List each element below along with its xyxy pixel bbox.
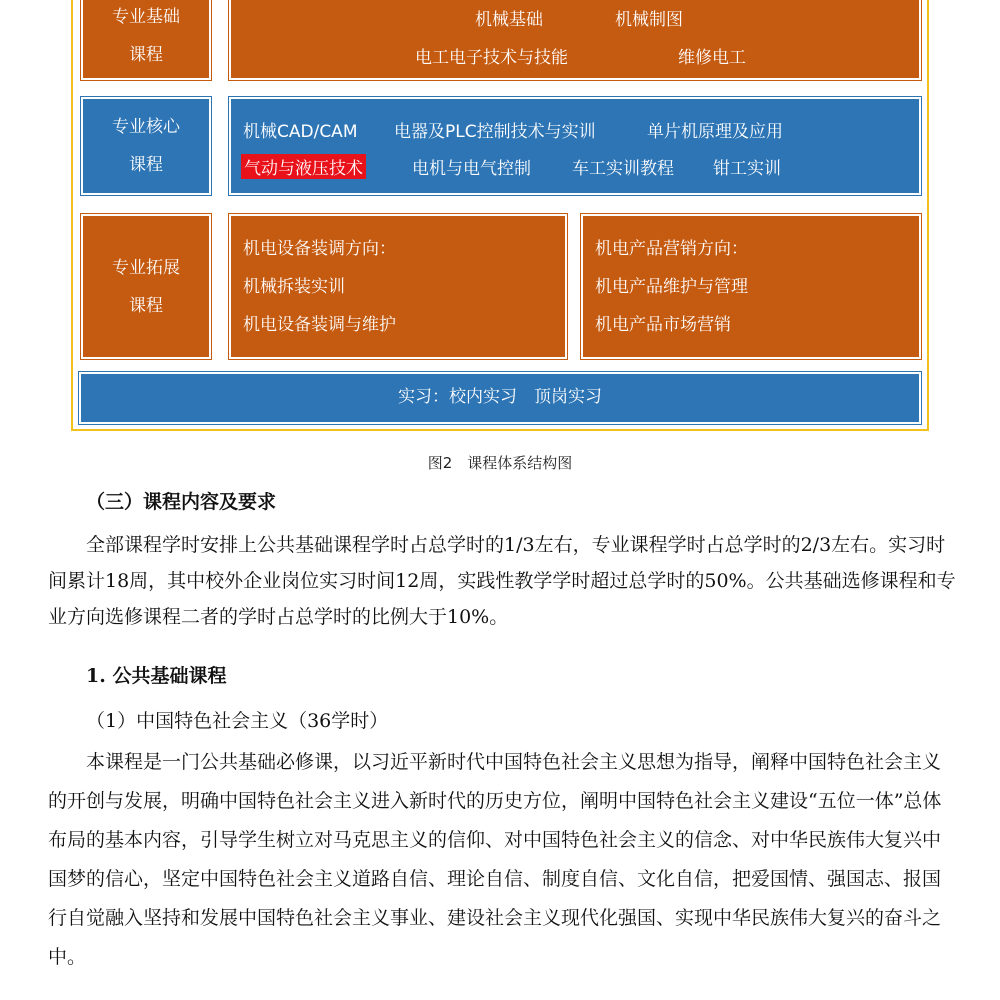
foundation-label-line1: 专业基础 — [112, 7, 180, 27]
foundation-label-box — [81, 0, 211, 80]
internship-label: 实习：校内实习 顶岗实习 — [398, 387, 602, 407]
course-item: 电机与电气控制 — [412, 159, 531, 179]
course-item: 单片机原理及应用 — [647, 122, 783, 142]
extension-direction-right-box — [581, 214, 921, 359]
course-item: 钳工实训 — [713, 159, 781, 179]
course-title: （1）中国特色社会主义（36学时） — [86, 710, 389, 732]
section-heading: （三）课程内容及要求 — [86, 491, 277, 513]
core-label-line1: 专业核心 — [112, 117, 180, 137]
course-item: 机电设备装调与维护 — [243, 315, 396, 335]
extension-label-line1: 专业拓展 — [112, 257, 180, 278]
course-item: 机电产品维护与管理 — [595, 277, 748, 297]
paragraph-hours: 全部课程学时安排上公共基础课程学时占总学时的1/3左右，专业课程学时占总学时的2/3左右。实习时间累计18周，其中校外企业岗位实习时间12周，实践性教学学时超过总学时的50%。公共基础选修课程和专业方向选修课程二者的学时占总学时的比例大于10%。 — [48, 534, 956, 628]
course-item: 电工电子技术与技能 — [415, 48, 568, 68]
figure-caption: 图2 课程体系结构图 — [427, 454, 573, 472]
direction-title: 机电设备装调方向： — [243, 239, 396, 259]
course-structure-diagram — [71, 0, 929, 431]
direction-title: 机电产品营销方向： — [595, 239, 748, 259]
extension-direction-left-box — [229, 214, 567, 359]
foundation-courses-box — [229, 0, 921, 80]
course-item: 机械拆装实训 — [243, 277, 345, 297]
core-courses-box — [229, 97, 921, 195]
paragraph-course-description: 本课程是一门公共基础必修课，以习近平新时代中国特色社会主义思想为指导，阐释中国特色社会主义的开创与发展，明确中国特色社会主义进入新时代的历史方位，阐明中国特色社会主义建设“五位一体”总体布局的基本内容，引导学生树立对马克思主义的信仰、对中国特色社会主义的信念、对中华民族伟大复兴中国梦的信心，坚定中国特色社会主义道路自信、理论自信、制度自信、文化自信，把爱国情、强国志、报国行自觉融入坚持和发展中国特色社会主义事业、建设社会主义现代化强国、实现中华民族伟大复兴的奋斗之中。 — [48, 751, 942, 968]
core-label-box — [81, 97, 211, 195]
course-item: 电器及PLC控制技术与实训 — [394, 122, 596, 142]
course-item: 机电产品市场营销 — [595, 315, 731, 335]
sub-heading: 1. 公共基础课程 — [86, 665, 227, 687]
course-item: 机械CAD/CAM — [243, 122, 358, 142]
highlighted-course-item: 气动与液压技术 — [241, 154, 366, 179]
foundation-label-line2: 课程 — [129, 45, 163, 65]
core-label-line2: 课程 — [129, 155, 163, 175]
course-item: 机械制图 — [615, 10, 683, 30]
course-item: 车工实训教程 — [572, 159, 674, 179]
extension-label-box — [81, 214, 211, 359]
internship-box — [79, 372, 921, 424]
course-item: 维修电工 — [678, 48, 746, 68]
course-item: 机械基础 — [475, 10, 543, 30]
extension-label-line2: 课程 — [129, 295, 163, 316]
